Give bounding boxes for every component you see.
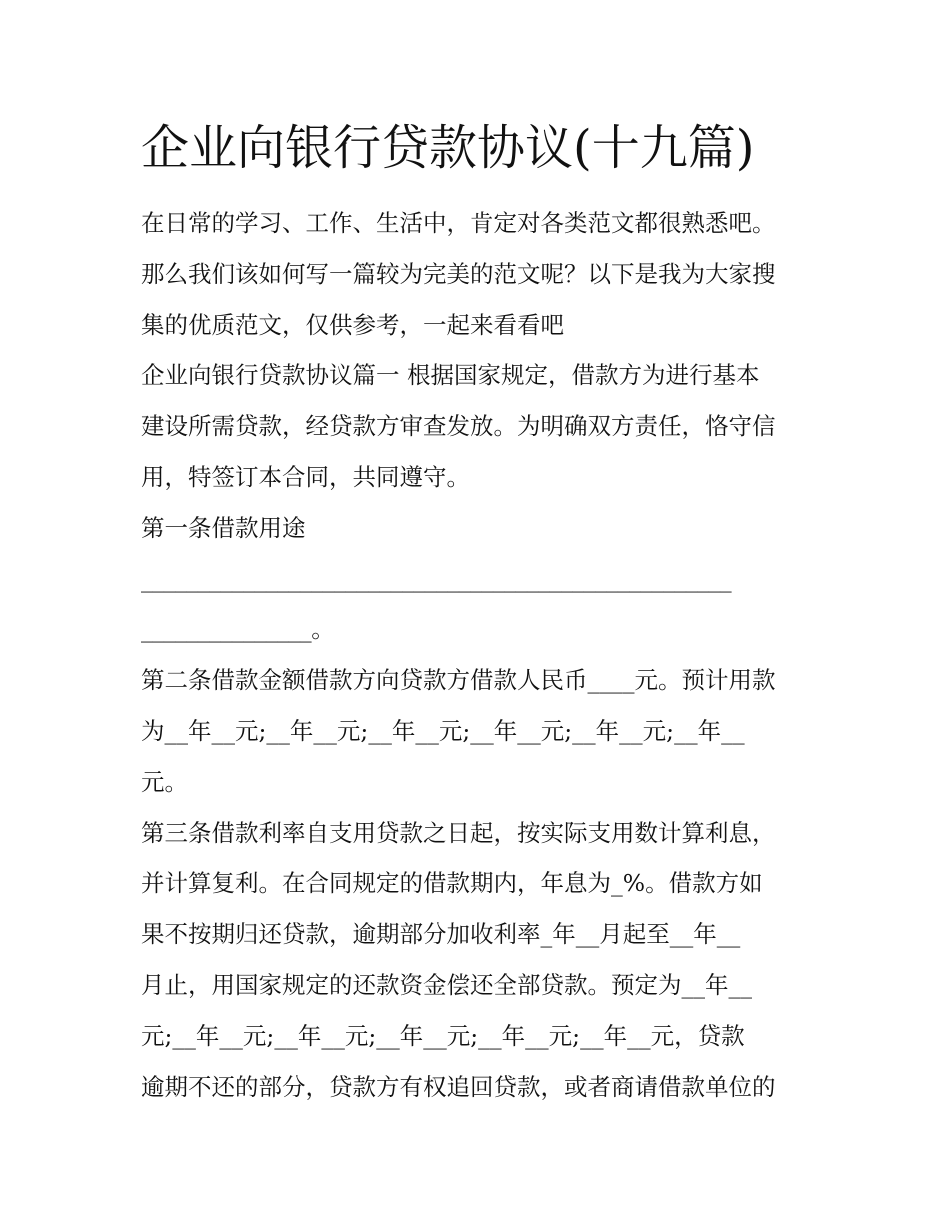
blank-fill-line: ____________________________________________________ <box>141 564 732 593</box>
document-title: 企业向银行贷款协议(十九篇) <box>141 120 755 176</box>
paragraph-line: 企业向银行贷款协议篇一 根据国家规定，借款方为进行基本 <box>141 361 760 390</box>
paragraph-line: 集的优质范文，仅供参考，一起来看看吧 <box>141 310 564 339</box>
paragraph-line: 第三条借款利率自支用贷款之日起，按实际支用数计算利息， <box>141 818 776 847</box>
paragraph-line: 在日常的学习、工作、生活中，肯定对各类范文都很熟悉吧。 <box>141 209 776 237</box>
document-page <box>141 112 813 1112</box>
paragraph-line: 元。 <box>141 767 188 796</box>
paragraph-line: 建设所需贷款，经贷款方审查发放。为明确双方责任，恪守信 <box>141 412 776 441</box>
document-body <box>141 198 813 1112</box>
paragraph-line: 为__年__元;__年__元;__年__元;__年__元;__年__元;__年__ <box>141 716 745 745</box>
blank-fill-line: _______________。 <box>141 615 335 644</box>
paragraph-line: 第二条借款金额借款方向贷款方借款人民币____元。预计用款 <box>141 666 776 695</box>
paragraph-line: 用，特签订本合同，共同遵守。 <box>141 462 470 491</box>
paragraph-line: 元;__年__元;__年__元;__年__元;__年__元;__年__元，贷款 <box>141 1021 745 1050</box>
paragraph-line: 并计算复利。在合同规定的借款期内，年息为_%。借款方如 <box>141 869 763 898</box>
paragraph-line: 月止，用国家规定的还款资金偿还全部贷款。预定为__年__ <box>141 970 752 999</box>
paragraph-line: 果不按期归还贷款，逾期部分加收利率_年__月起至__年__ <box>141 920 741 949</box>
section-heading: 第一条借款用途 <box>141 513 306 542</box>
paragraph-line: 那么我们该如何写一篇较为完美的范文呢？以下是我为大家搜 <box>141 259 776 288</box>
paragraph-line: 逾期不还的部分，贷款方有权追回贷款，或者商请借款单位的 <box>141 1072 776 1101</box>
